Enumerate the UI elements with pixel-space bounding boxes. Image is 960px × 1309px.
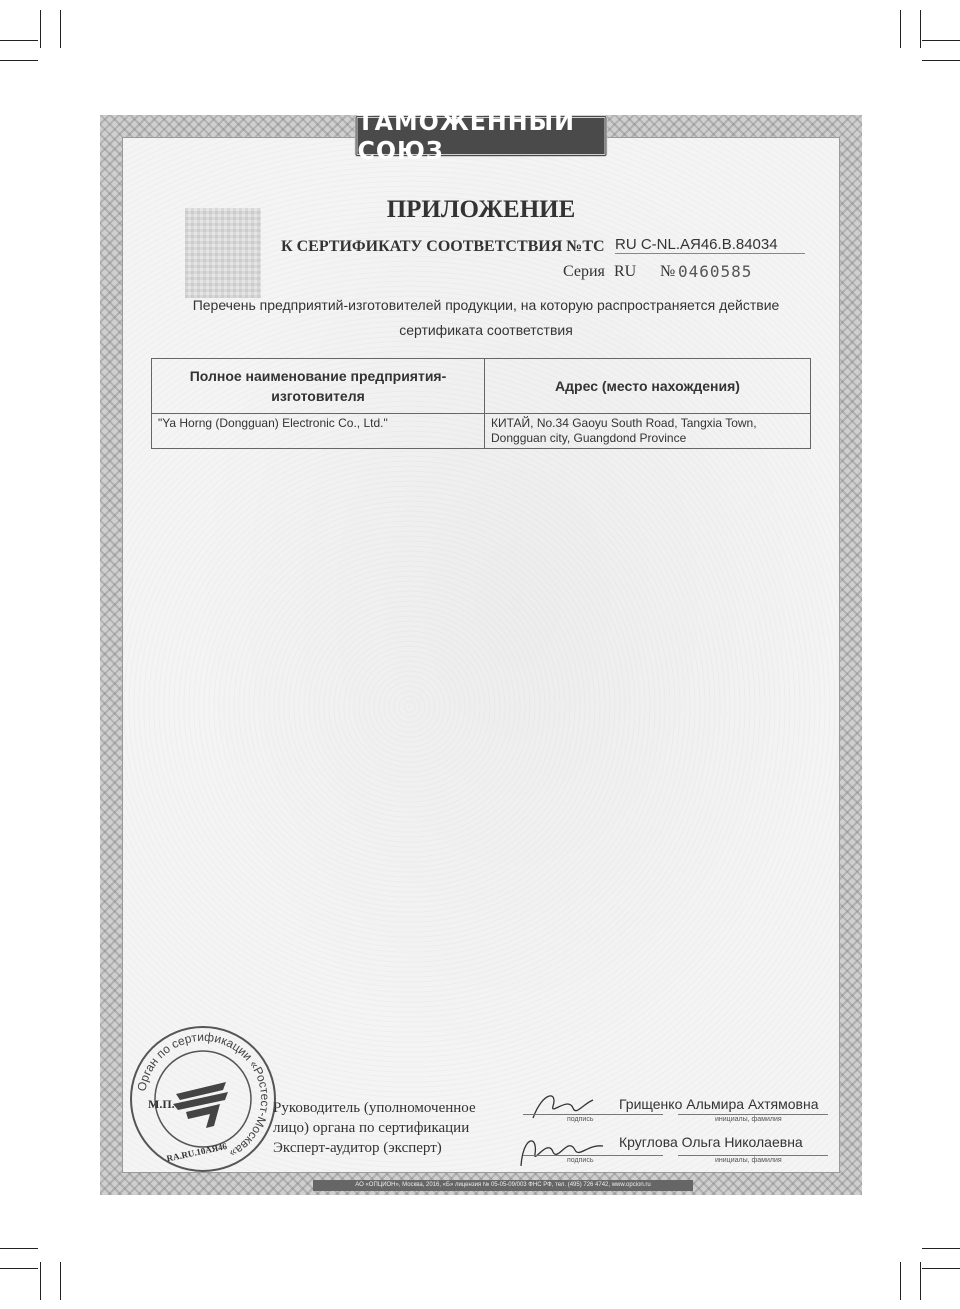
crop-mark [60,1262,61,1300]
crop-mark [920,1262,921,1300]
name-line-head [678,1114,828,1115]
crop-mark [922,40,960,41]
signature-expert [513,1126,613,1174]
table-row [152,414,811,449]
signature-line-expert [523,1155,663,1156]
certificate-subtitle: К СЕРТИФИКАТУ СООТВЕТСТВИЯ №ТС [281,238,605,255]
name-caption-expert: инициалы, фамилия [715,1157,782,1164]
certificate-number: RU C-NL.АЯ46.В.84034 [615,236,805,254]
rostest-logo-icon [173,1082,228,1128]
crop-mark [900,1262,901,1300]
head-name: Грищенко Альмира Ахтямовна [619,1096,819,1112]
manufacturer-name-cell: "Ya Horng (Dongguan) Electronic Co., Ltd." [152,414,485,449]
certification-seal [128,1024,278,1174]
intro-line-2: сертификата соответствия [399,322,573,338]
series-code: RU [614,263,637,280]
signature-line-head [523,1114,663,1115]
number-label: № [660,263,676,280]
crop-mark [60,10,61,48]
crop-mark [0,40,38,41]
certificate-sheet [100,107,862,1195]
crop-mark [922,60,960,61]
intro-line-1: Перечень предприятий-изготовителей продукции, на которую распространяется действие [192,297,780,313]
table-header-row [152,359,811,414]
svg-text:Орган по сертификации «Ростест: Орган по сертификации «Ростест-Москва» [134,1029,273,1161]
crop-mark [0,1268,38,1269]
expert-signatory-label: Эксперт-аудитор (эксперт) [273,1140,442,1156]
signature-caption-head: подпись [567,1116,594,1123]
manufacturer-address-cell: КИТАЙ, No.34 Gaoyu South Road, Tangxia Town, Dongguan city, Guangdond Province [485,414,811,449]
crop-mark [900,10,901,48]
name-caption-head: инициалы, фамилия [715,1116,782,1123]
page-title: ПРИЛОЖЕНИЕ [386,196,576,223]
head-signatory-label: Руководитель (уполномоченное лицо) органа по сертификации [273,1100,476,1136]
crop-mark [40,10,41,48]
header-manufacturer-name: Полное наименование предприятия-изготовителя [152,359,485,414]
signature-caption-expert: подпись [567,1157,594,1164]
printer-footer: АО «ОПЦИОН», Москва, 2016, «Б» лицензия № 05-05-09/003 ФНС РФ, тел. (495) 726 4742, www.opcion.ru [313,1180,693,1191]
header-address: Адрес (место нахождения) [485,359,811,414]
customs-union-banner: ТАМОЖЕННЫЙ СОЮЗ [355,115,608,157]
name-line-expert [678,1155,828,1156]
manufacturers-table [151,358,811,449]
svg-text:RA.RU.10АЯ46: RA.RU.10АЯ46 [165,1141,228,1164]
crop-mark [922,1268,960,1269]
certificate-body [122,137,840,1188]
svg-text:М.П.: М.П. [148,1097,175,1111]
crop-mark [0,1248,38,1249]
series-label: Серия [563,263,605,280]
crop-mark [40,1262,41,1300]
expert-name: Круглова Ольга Николаевна [619,1134,803,1150]
crop-mark [0,60,38,61]
serial-number: 0460585 [678,262,753,281]
intro-text [163,293,809,343]
crop-mark [920,10,921,48]
crop-mark [922,1248,960,1249]
